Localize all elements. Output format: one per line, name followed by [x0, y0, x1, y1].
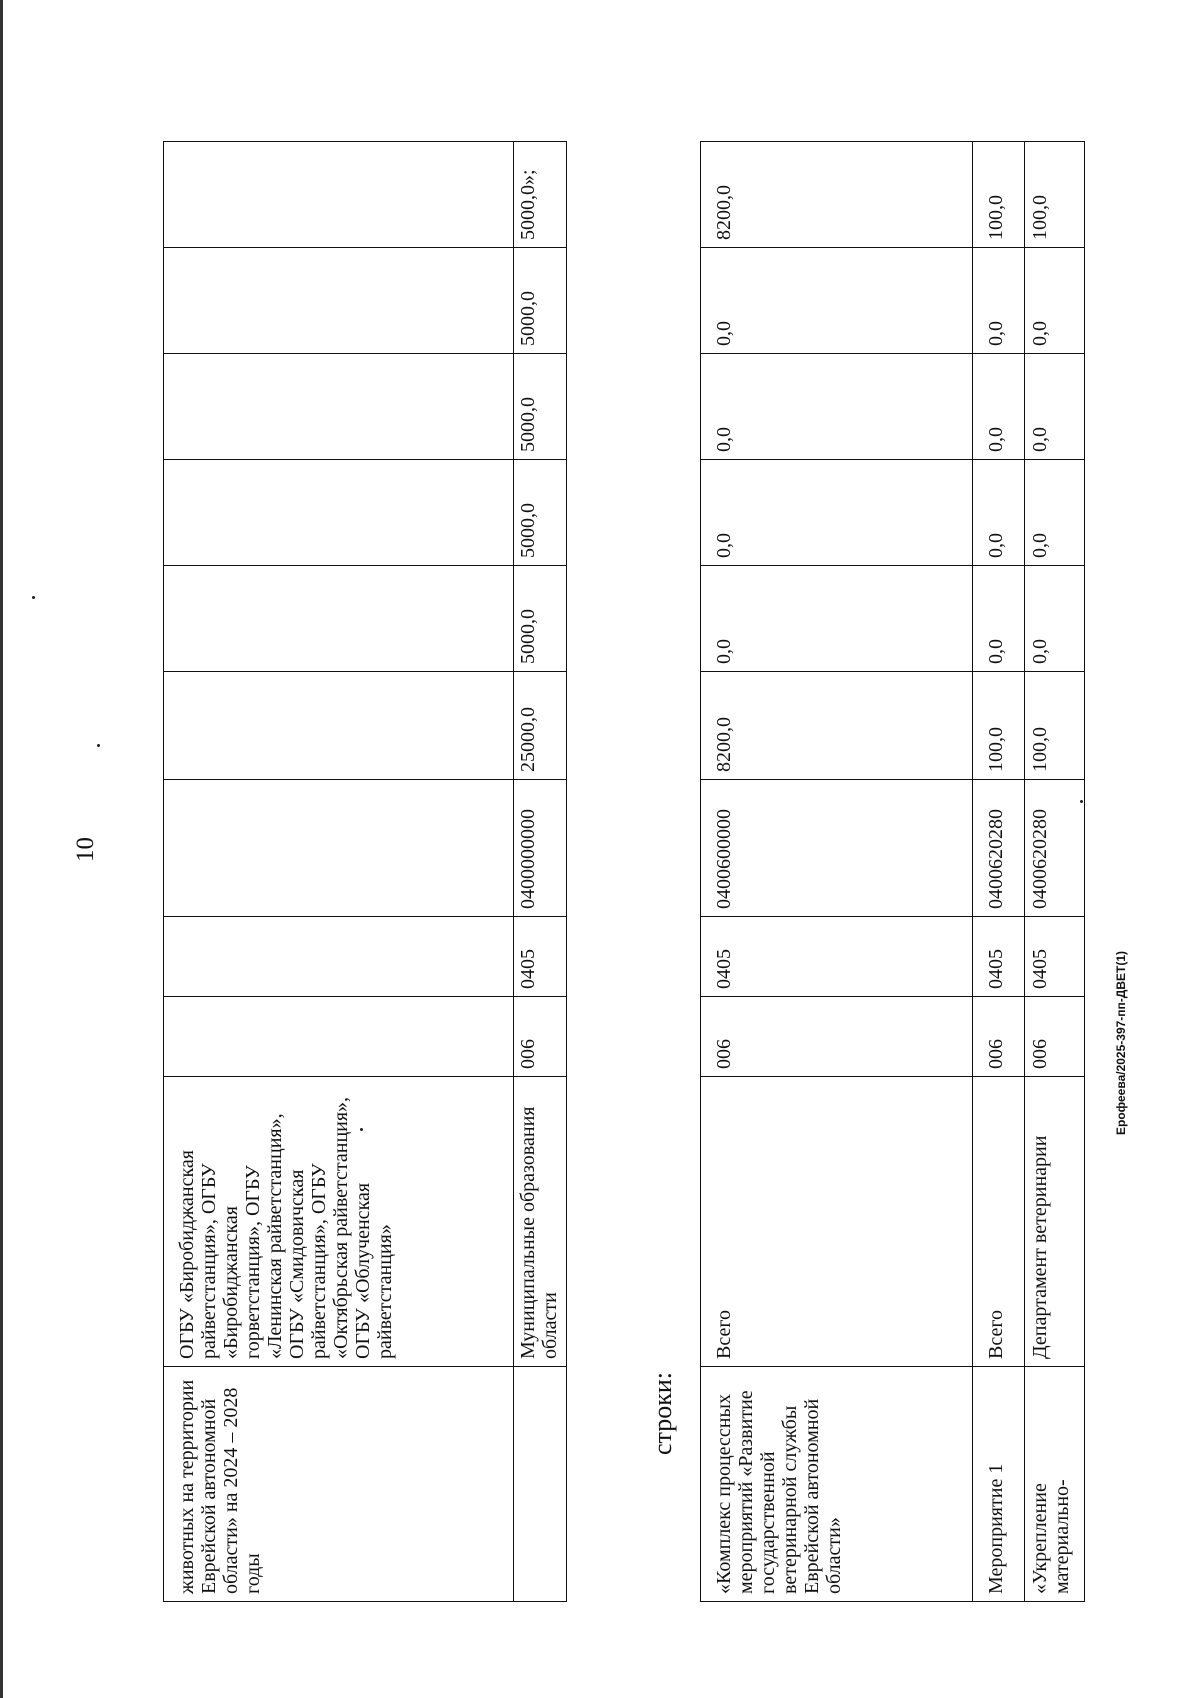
executor-cell: Департамент ветеринарии [1025, 1077, 1085, 1367]
table-cell: 0,0 [973, 566, 1025, 672]
table-cell: 006 [973, 997, 1025, 1077]
table-cell: 0405 [973, 917, 1025, 997]
rotated-page [2, 6, 1198, 1698]
table-cell: 100,0 [973, 142, 1025, 248]
table-cell: 0405 [514, 917, 567, 997]
table-cell: 25000,0 [514, 672, 567, 780]
table-cell: 5000,0 [514, 354, 567, 460]
table-row [973, 142, 1025, 1602]
table-cell: 0,0 [973, 460, 1025, 566]
table-cell: 006 [701, 997, 973, 1077]
table-cell: 0400620280 [1025, 780, 1085, 917]
budget-table-continued [163, 141, 567, 1602]
table-cell [164, 460, 514, 566]
table-cell: 0,0 [701, 354, 973, 460]
table-cell [164, 997, 514, 1077]
table-cell: 5000,0 [514, 460, 567, 566]
table-cell: 0,0 [973, 354, 1025, 460]
table-cell: 0,0 [701, 566, 973, 672]
table-cell: 5000,0 [514, 566, 567, 672]
table-cell [164, 566, 514, 672]
table-cell: 006 [1025, 997, 1085, 1077]
executor-cell: ОГБУ «Биробиджанская райветстанция», ОГБУ «Биробиджанская горветстанция», ОГБУ «Ленинская райветстанция», ОГБУ «Смидовичская райветстанция», ОГБУ «Октябрьская райветстанция», ОГБУ «Облученская райветстанция» [164, 1077, 514, 1367]
table-cell [164, 780, 514, 917]
table-cell: 5000,0 [514, 248, 567, 354]
table-cell: 0,0 [1025, 354, 1085, 460]
document-code: Ерофеева/2025-397-пп-ДВЕТ(1) [1114, 951, 1128, 1135]
page-number: 10 [72, 837, 99, 862]
table-cell: 0400620280 [973, 780, 1025, 917]
table-row [1025, 142, 1085, 1602]
table-cell: 0,0 [973, 248, 1025, 354]
table-row [164, 142, 514, 1602]
table-cell: 0405 [1025, 917, 1085, 997]
table-row [514, 142, 567, 1602]
table-cell: 0,0 [1025, 460, 1085, 566]
table-cell: 8200,0 [701, 142, 973, 248]
executor-cell: Всего [973, 1077, 1025, 1367]
table-cell: 0,0 [1025, 566, 1085, 672]
table-cell: 0,0 [701, 248, 973, 354]
table-cell: 100,0 [1025, 142, 1085, 248]
table-cell: Мероприятие 1 [973, 1367, 1025, 1602]
table-cell: 100,0 [1025, 672, 1085, 780]
table-cell: 0,0 [1025, 248, 1085, 354]
table-cell: 0400000000 [514, 780, 567, 917]
table-cell: 0405 [701, 917, 973, 997]
table-cell: 5000,0»; [514, 142, 567, 248]
table-cell [164, 672, 514, 780]
table-cell: «Укрепление материально- [1025, 1367, 1085, 1602]
table-row [701, 142, 973, 1602]
executor-cell: Всего [701, 1077, 973, 1367]
executor-cell: Муниципальные образования области [514, 1077, 567, 1367]
table-cell: 8200,0 [701, 672, 973, 780]
table-cell [164, 917, 514, 997]
table-cell [164, 354, 514, 460]
table-cell: 100,0 [973, 672, 1025, 780]
table-cell: 0400600000 [701, 780, 973, 917]
section-caption: строки: [648, 1372, 677, 1455]
table-cell [164, 142, 514, 248]
program-name-cell: «Комплекс процессных мероприятий «Развитие государственной ветеринарной службы Еврейской автономной области» [701, 1367, 973, 1602]
program-name-cell: животных на территории Еврейской автономной области» на 2024 – 2028 годы [164, 1367, 514, 1602]
table-cell: 006 [514, 997, 567, 1077]
table-cell: 0,0 [701, 460, 973, 566]
table-cell [164, 248, 514, 354]
table-cell [514, 1367, 567, 1602]
budget-table-new-rows [700, 141, 1085, 1602]
